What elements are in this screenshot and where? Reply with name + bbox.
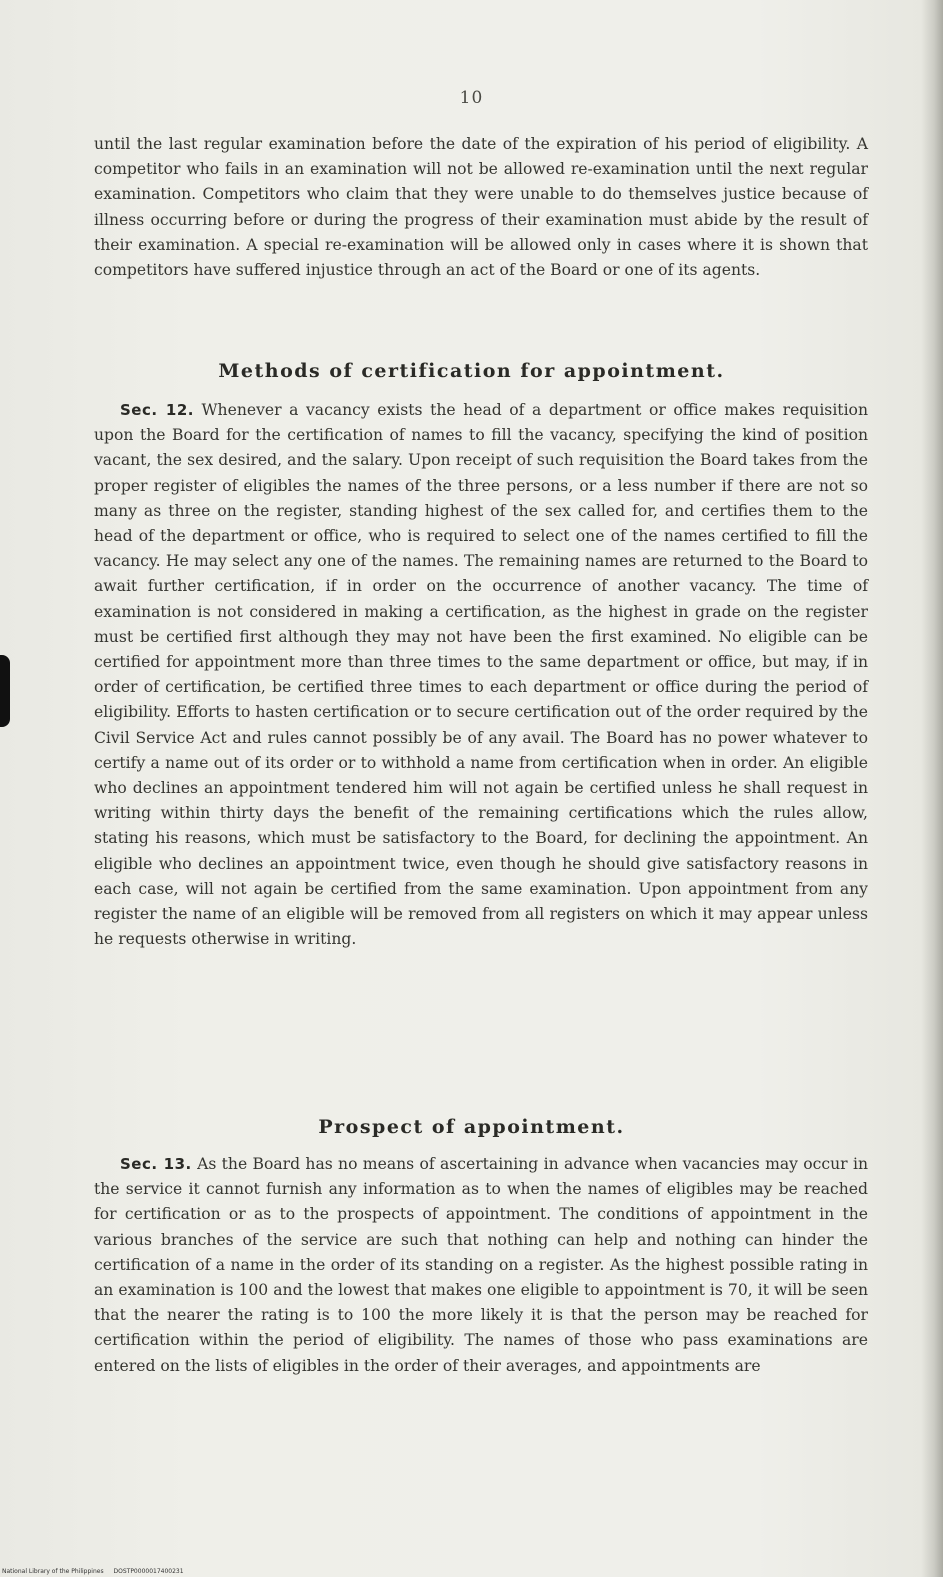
sec-13-block [94,1152,868,1379]
binding-mark [0,655,10,727]
footer-identifier: DOSTP0000017400231 [113,1568,184,1575]
sec-12-label: Sec. 12. [120,401,194,419]
page-number: 10 [459,88,484,108]
sec-13-label: Sec. 13. [120,1155,192,1173]
sec-12-block [94,398,868,952]
sec-13-body: As the Board has no means of ascertaining in advance when vacancies may occur in the service it cannot furnish any information as to when the names of eligibles may be reached for certification or as to the prospects of appointment. The conditions of appointment in the various branches of the service are such that nothing can help and nothing can hinder the certification of a name in the order of its standing on a register. As the highest possible rating in an examination is 100 and the lowest that makes one eligible to appointment is 70, it will be seen that the nearer the rating is to 100 the more likely it is that the person may be reached for certification within the period of eligibility. The names of those who pass examinations are entered on the lists of eligibles in the order of their averages, and appointments are [94,1155,868,1375]
scan-footer [2,1568,184,1575]
intro-paragraph: until the last regular examination before the date of the expiration of his period of eligibility. A competitor who fails in an examination will not be allowed re-examination until the next regular examination. Competitors who claim that they were unable to do themselves justice because of illness occurring before or during the progress of their examination must abide by the result of their examination. A special re-examination will be allowed only in cases where it is shown that competitors have suffered injustice through an act of the Board or one of its agents. [94,135,868,280]
intro-paragraph-block [94,132,868,283]
footer-library: National Library of the Philippines [2,1568,104,1575]
sec-12-body: Whenever a vacancy exists the head of a department or office makes requisition upon the Board for the certification of names to fill the vacancy, specifying the kind of position vacant, the sex desired, and the salary. Upon receipt of such requisition the Board takes from the proper register of eligibles the names of the three persons, or a less number if there are not so many as three on the register, standing highest of the sex called for, and certifies them to the head of the department or office, who is required to select one of the names certified to fill the vacancy. He may select any one of the names. The remaining names are returned to the Board to await further certification, if in order on the occurrence of another vacancy. The time of examination is not considered in making a certification, as the highest in grade on the register must be certified first although they may not have been the first examined. No eligible can be certified for appointment more than three times to the same department or office, but may, if in order of certification, be certified three times to each department or office during the period of eligibility. Efforts to hasten certification or to secure certification out of the order required by the Civil Service Act and rules cannot possibly be of any avail. The Board has no power whatever to certify a name out of its order or to withhold a name from certification when in order. An eligible who declines an appointment tendered him will not again be certified unless he shall request in writing within thirty days the benefit of the remaining certifications which the rules allow, stating his reasons, which must be satisfactory to the Board, for declining the appointment. An eligible who declines an appointment twice, even though he should give satisfactory reasons in each case, will not again be certified from the same examination. Upon appointment from any register the name of an eligible will be removed from all registers on which it may appear unless he requests otherwise in writing. [94,401,868,949]
page-edge-shadow [921,0,943,1577]
prospect-heading: Prospect of appointment. [318,1116,625,1138]
methods-heading: Methods of certification for appointment. [218,360,725,382]
sec-13-paragraph [94,1152,868,1379]
sec-12-paragraph [94,398,868,952]
